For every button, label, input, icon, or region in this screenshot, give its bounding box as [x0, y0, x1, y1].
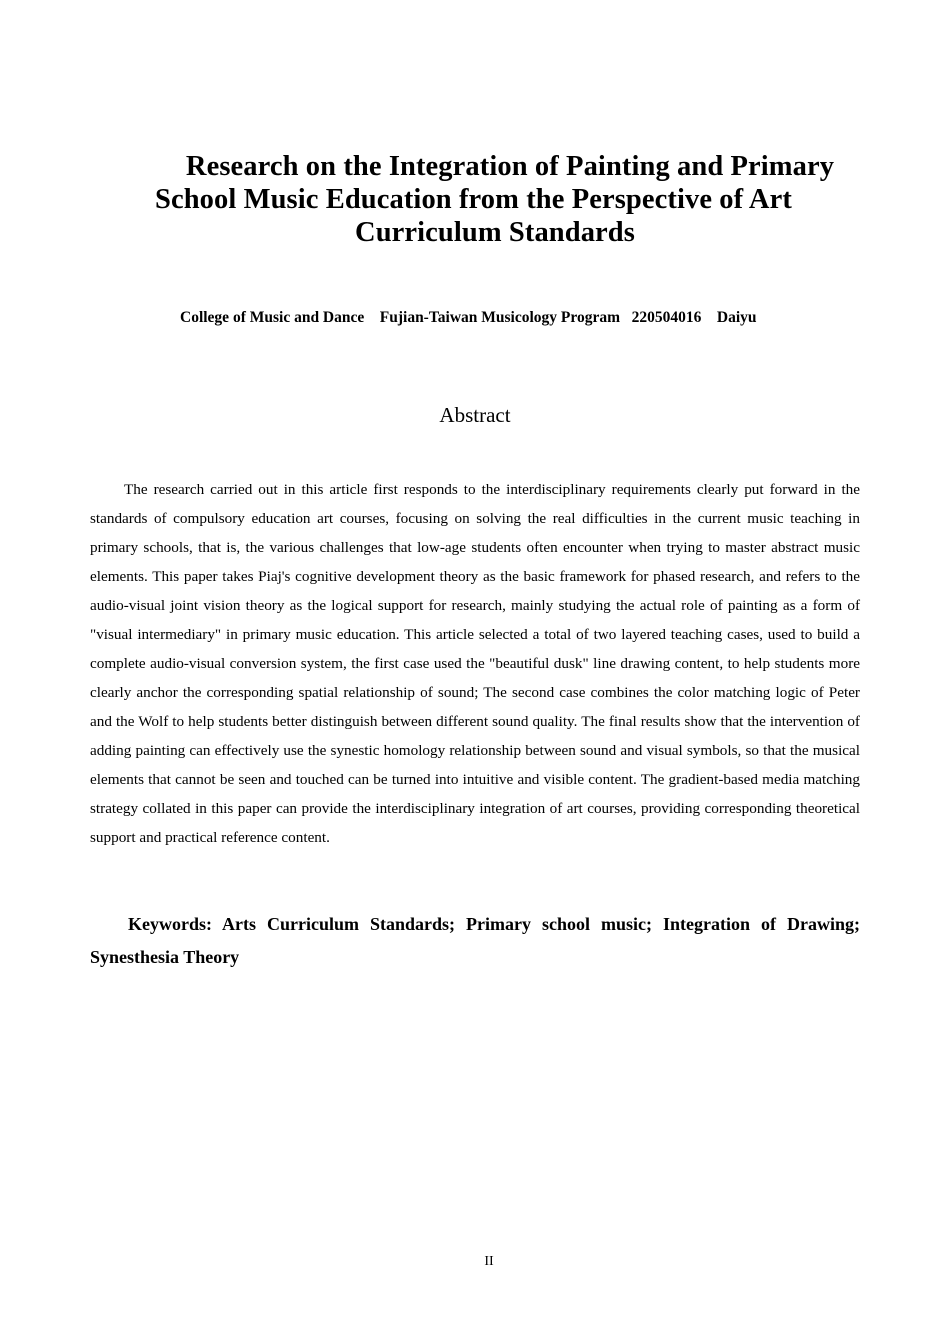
title-line-3: Curriculum Standards — [355, 217, 635, 248]
author-affiliation: College of Music and Dance Fujian-Taiwan Musicology Program 220504016 Daiyu — [180, 309, 757, 326]
abstract-body: The research carried out in this article first responds to the interdisciplinary requirements clearly put forward in the standards of compulsory education art courses, focusing on solving the real difficulties in the current music teaching in primary schools, that is, the various challenges that low-age students often encounter when trying to master abstract music elements. This paper takes Piaj's cognitive development theory as the basic framework for phased research, and refers to the audio-visual joint vision theory as the logical support for research, mainly studying the actual role of painting as a form of "visual intermediary" in primary music education. This article selected a total of two layered teaching cases, used to build a complete audio-visual conversion system, the first case used the "beautiful dusk" line drawing content, to help students more clearly anchor the corresponding spatial relationship of sound; The second case combines the color matching logic of Peter and the Wolf to help students better distinguish between different sound quality. The final results show that the intervention of adding painting can effectively use the synestic homology relationship between sound and visual symbols, so that the musical elements that cannot be seen and touched can be turned into intuitive and visible content. The gradient-based media matching strategy collated in this paper can provide the interdisciplinary integration of art courses, providing corresponding theoretical support and practical reference content. — [90, 481, 860, 846]
title-line-1: Research on the Integration of Painting and Primary — [185, 151, 835, 182]
abstract-heading: Abstract — [439, 403, 511, 427]
page-number: II — [484, 1254, 494, 1269]
title-line-2: School Music Education from the Perspective of Art — [155, 184, 792, 215]
document-title — [150, 150, 840, 249]
keywords: Keywords: Arts Curriculum Standards; Primary school music; Integration of Drawing; Synesthesia Theory — [90, 914, 860, 967]
